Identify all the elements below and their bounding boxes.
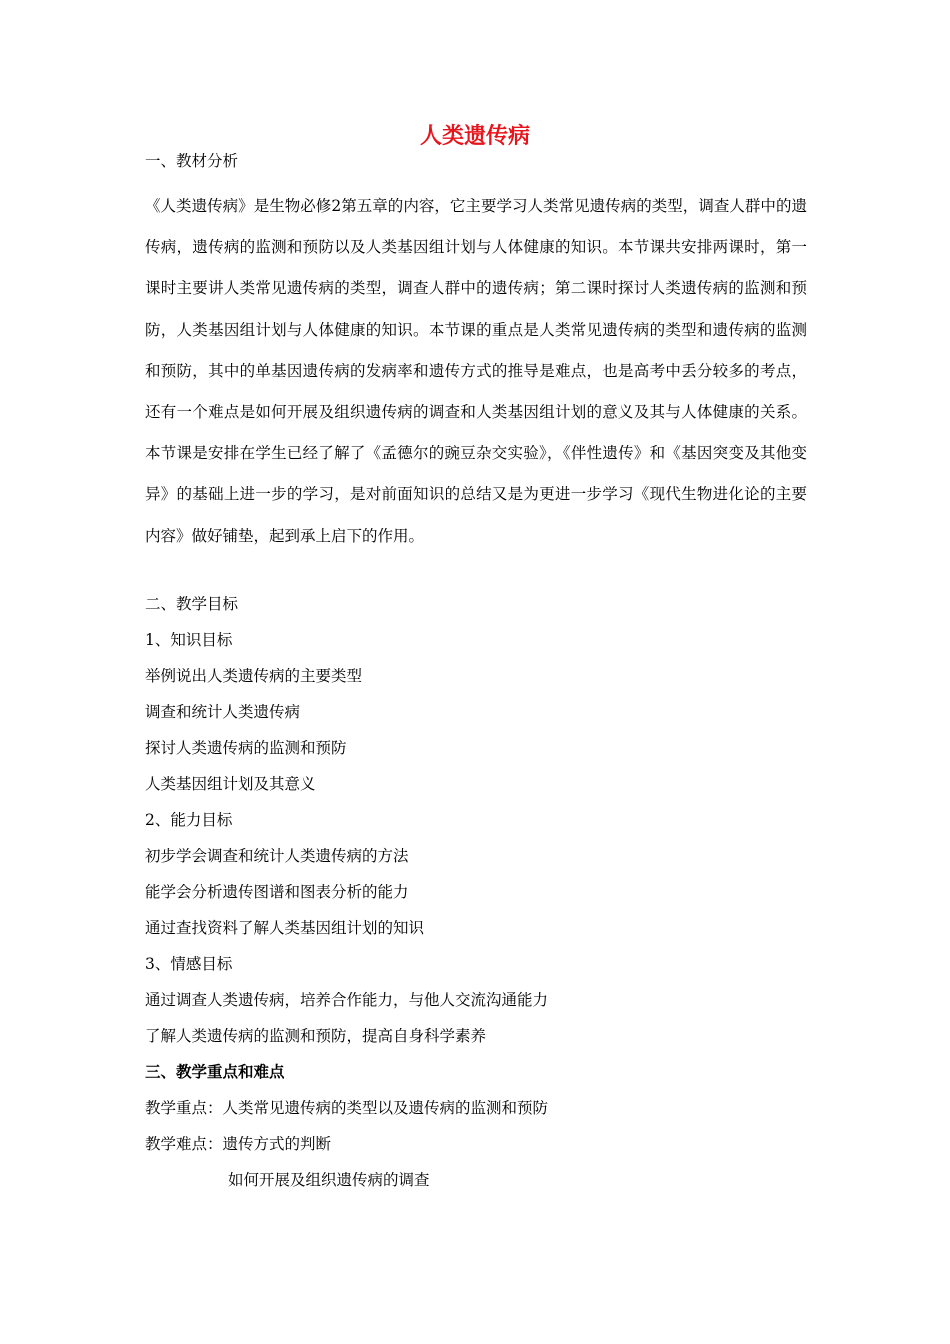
difficult-point-line: 教学难点：遗传方式的判断 [145,1135,332,1153]
section-heading-key-points: 三、教学重点和难点 [145,1063,285,1081]
list-item: 人类基因组计划及其意义 [145,775,316,793]
difficult-point-line-2: 如何开展及组织遗传病的调查 [228,1171,430,1189]
list-item: 探讨人类遗传病的监测和预防 [145,739,347,757]
document-title: 人类遗传病 [419,124,530,149]
list-item: 通过查找资料了解人类基因组计划的知识 [145,919,425,937]
list-item: 调查和统计人类遗传病 [145,703,301,721]
section-heading-materials: 一、教材分析 [145,152,239,170]
list-item: 了解人类遗传病的监测和预防，提高自身科学素养 [145,1027,487,1045]
ability-objectives-heading: 2、能力目标 [145,811,233,829]
list-item: 举例说出人类遗传病的主要类型 [145,667,363,685]
materials-analysis-paragraph: 《人类遗传病》是生物必修2第五章的内容，它主要学习人类常见遗传病的类型，调查人群中的遗传病，遗传病的监测和预防以及人类基因组计划与人体健康的知识。本节课共安排两课时，第一课时主要讲人类常见遗传病的类型，调查人群中的遗传病；第二课时探讨人类遗传病的监测和预防，人类基因组计划与人体健康的知识。本节课的重点是人类常见遗传病的类型和遗传病的监测和预防，其中的单基因遗传病的发病率和遗传方式的推导是难点，也是高考中丢分较多的考点，还有一个难点是如何开展及组织遗传病的调查和人类基因组计划的意义及其与人体健康的关系。本节课是安排在学生已经了解了《孟德尔的豌豆杂交实验》，《伴性遗传》和《基因突变及其他变异》的基础上进一步的学习，是对前面知识的总结又是为更进一步学习《现代生物进化论的主要内容》做好铺垫，起到承上启下的作用。 [145,197,807,545]
list-item: 能学会分析遗传图谱和图表分析的能力 [145,883,409,901]
emotion-objectives-heading: 3、情感目标 [145,955,233,973]
key-point-line: 教学重点：人类常见遗传病的类型以及遗传病的监测和预防 [145,1099,549,1117]
list-item: 通过调查人类遗传病，培养合作能力，与他人交流沟通能力 [145,991,549,1009]
list-item: 初步学会调查和统计人类遗传病的方法 [145,847,409,865]
knowledge-objectives-heading: 1、知识目标 [145,631,233,649]
section-heading-objectives: 二、教学目标 [145,595,239,613]
